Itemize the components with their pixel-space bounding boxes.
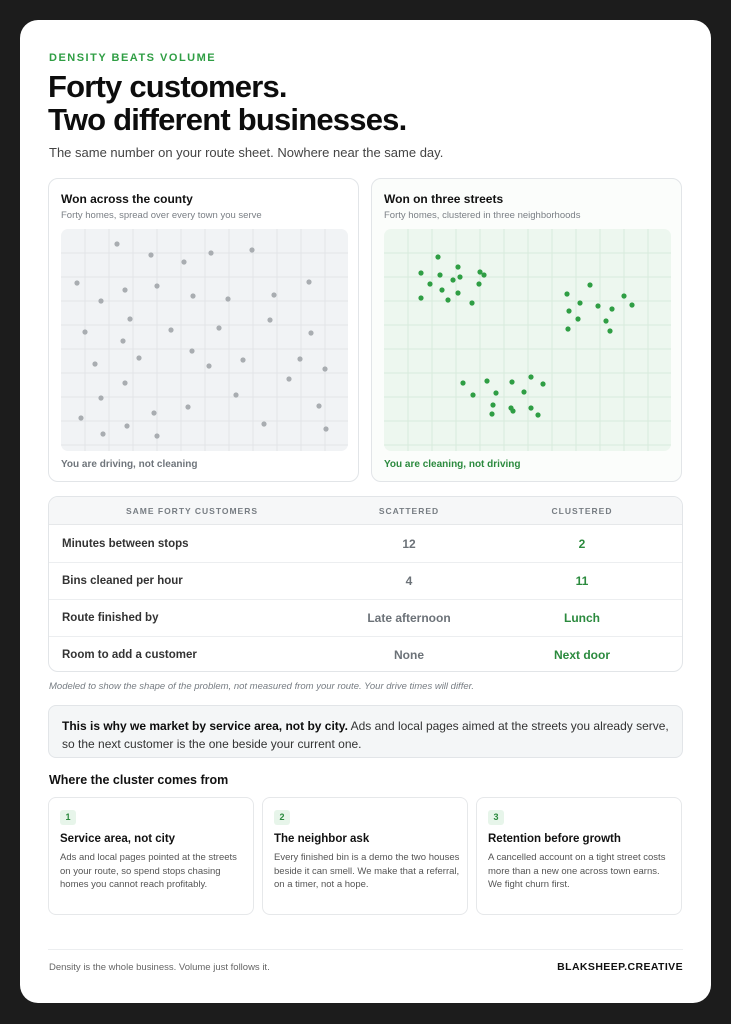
- customer-dot: [127, 316, 132, 321]
- scattered-map-graphic: [61, 229, 348, 451]
- scattered-panel: [48, 178, 359, 482]
- step-title: Service area, not city: [60, 833, 176, 845]
- header-scattered: SCATTERED: [378, 506, 440, 516]
- row-label: Route finished by: [62, 612, 159, 624]
- customer-dot: [418, 270, 423, 275]
- customer-dot: [316, 403, 321, 408]
- customer-dot: [535, 412, 540, 417]
- header-clustered: CLUSTERED: [551, 506, 613, 516]
- callout-bold: This is why we market by service area, not by city.: [62, 719, 348, 733]
- customer-dot: [124, 423, 129, 428]
- customer-dot: [445, 297, 450, 302]
- customer-dot: [607, 328, 612, 333]
- row-scattered-value: 4: [405, 574, 413, 588]
- customer-dot: [481, 272, 486, 277]
- step-number: 1: [60, 810, 76, 825]
- customer-dot: [489, 411, 494, 416]
- customer-dot: [521, 389, 526, 394]
- customer-dot: [490, 402, 495, 407]
- table-row: [49, 600, 682, 637]
- row-label: Room to add a customer: [62, 649, 197, 661]
- page-card: [20, 20, 711, 1003]
- customer-dot: [323, 426, 328, 431]
- step-body: Every finished bin is a demo the two houses beside it can smell. We make that a referral, on a timer, not a hope.: [274, 852, 460, 890]
- eyebrow: DENSITY BEATS VOLUME: [49, 52, 217, 64]
- customer-dot: [455, 290, 460, 295]
- customer-dot: [98, 298, 103, 303]
- customer-dot: [609, 306, 614, 311]
- customer-dot: [460, 380, 465, 385]
- customer-dot: [629, 302, 634, 307]
- table-header: [49, 497, 682, 525]
- clustered-panel-title: Won on three streets: [384, 192, 504, 206]
- table-row: [49, 637, 682, 672]
- brand-logo: BLAKSHEEP.CREATIVE: [557, 961, 683, 973]
- customer-dot: [418, 295, 423, 300]
- customer-dot: [114, 241, 119, 246]
- customer-dot: [148, 252, 153, 257]
- customer-dot: [565, 326, 570, 331]
- customer-dot: [206, 363, 211, 368]
- row-label: Minutes between stops: [62, 538, 189, 550]
- customer-dot: [493, 390, 498, 395]
- customer-dot: [621, 293, 626, 298]
- step-body: Ads and local pages pointed at the streets on your route, so spend stops chasing homes you cannot reach profitably.: [60, 852, 237, 890]
- clustered-panel: [371, 178, 682, 482]
- step-card-2: [262, 797, 468, 915]
- step-number: 2: [274, 810, 290, 825]
- customer-dot: [540, 381, 545, 386]
- customer-dot: [216, 325, 221, 330]
- customer-dot: [308, 330, 313, 335]
- customer-dot: [267, 317, 272, 322]
- customer-dot: [122, 380, 127, 385]
- footer-tagline: Density is the whole business. Volume just follows it.: [49, 962, 270, 973]
- header-metric: SAME FORTY CUSTOMERS: [125, 506, 259, 516]
- customer-dot: [261, 421, 266, 426]
- footer-divider: [48, 949, 683, 950]
- title-line-1: Forty customers.: [48, 69, 287, 104]
- customer-dot: [587, 282, 592, 287]
- customer-dot: [92, 361, 97, 366]
- customer-dot: [225, 296, 230, 301]
- customer-dot: [233, 392, 238, 397]
- customer-dot: [100, 431, 105, 436]
- customer-dot: [136, 355, 141, 360]
- customer-dot: [528, 374, 533, 379]
- scattered-panel-footer: You are driving, not cleaning: [61, 459, 198, 470]
- clustered-map: [384, 229, 671, 451]
- customer-dot: [528, 405, 533, 410]
- clustered-panel-footer: You are cleaning, not driving: [384, 459, 521, 470]
- customer-dot: [427, 281, 432, 286]
- row-clustered-value: Lunch: [564, 611, 600, 625]
- table-footnote: Modeled to show the shape of the problem, not measured from your route. Your drive times will differ.: [49, 681, 475, 692]
- customer-dot: [185, 404, 190, 409]
- customer-dot: [509, 379, 514, 384]
- customer-dot: [297, 356, 302, 361]
- customer-dot: [469, 300, 474, 305]
- scattered-panel-subtitle: Forty homes, spread over every town you serve: [61, 210, 262, 221]
- step-number: 3: [488, 810, 504, 825]
- row-scattered-value: Late afternoon: [367, 611, 451, 625]
- customer-dot: [168, 327, 173, 332]
- customer-dot: [249, 247, 254, 252]
- callout-text: Ads and local pages aimed at the streets you already serve, so the next customer is the one beside your current one.: [62, 719, 669, 751]
- customer-dot: [154, 433, 159, 438]
- customer-dot: [470, 392, 475, 397]
- customer-dot: [455, 264, 460, 269]
- customer-dot: [476, 281, 481, 286]
- clustered-panel-subtitle: Forty homes, clustered in three neighborhoods: [384, 210, 581, 221]
- customer-dot: [306, 279, 311, 284]
- title-line-2: Two different businesses.: [48, 102, 407, 137]
- page-title: [48, 70, 406, 136]
- callout-box: [48, 705, 683, 758]
- page-subtitle: The same number on your route sheet. Nowhere near the same day.: [49, 145, 444, 160]
- scattered-panel-title: Won across the county: [61, 192, 193, 206]
- customer-dot: [603, 318, 608, 323]
- step-title: The neighbor ask: [274, 833, 370, 845]
- customer-dot: [510, 408, 515, 413]
- customer-dot: [450, 277, 455, 282]
- step-title: Retention before growth: [488, 833, 621, 845]
- step-body: A cancelled account on a tight street costs more than a new one across town earns. We fight churn first.: [488, 852, 666, 890]
- customer-dot: [181, 259, 186, 264]
- customer-dot: [120, 338, 125, 343]
- customer-dot: [484, 378, 489, 383]
- customer-dot: [271, 292, 276, 297]
- step-card-3: [476, 797, 682, 915]
- customer-dot: [122, 287, 127, 292]
- section-heading: Where the cluster comes from: [49, 773, 229, 787]
- customer-dot: [151, 410, 156, 415]
- customer-dot: [457, 274, 462, 279]
- customer-dot: [189, 348, 194, 353]
- row-clustered-value: 2: [578, 537, 586, 551]
- customer-dot: [435, 254, 440, 259]
- customer-dot: [154, 283, 159, 288]
- row-scattered-value: None: [394, 648, 424, 662]
- customer-dot: [190, 293, 195, 298]
- customer-dot: [286, 376, 291, 381]
- scattered-map: [61, 229, 348, 451]
- customer-dot: [240, 357, 245, 362]
- table-row: [49, 563, 682, 600]
- customer-dot: [564, 291, 569, 296]
- customer-dot: [98, 395, 103, 400]
- customer-dot: [566, 308, 571, 313]
- customer-dot: [82, 329, 87, 334]
- step-card-1: [48, 797, 254, 915]
- clustered-map-graphic: [384, 229, 671, 451]
- comparison-table: [48, 496, 683, 672]
- customer-dot: [595, 303, 600, 308]
- table-row: [49, 526, 682, 563]
- row-scattered-value: 12: [402, 537, 416, 551]
- row-clustered-value: Next door: [553, 648, 610, 662]
- row-label: Bins cleaned per hour: [62, 575, 183, 587]
- customer-dot: [74, 280, 79, 285]
- customer-dot: [437, 272, 442, 277]
- customer-dot: [577, 300, 582, 305]
- customer-dot: [575, 316, 580, 321]
- customer-dot: [439, 287, 444, 292]
- customer-dot: [208, 250, 213, 255]
- customer-dot: [78, 415, 83, 420]
- customer-dot: [322, 366, 327, 371]
- row-clustered-value: 11: [575, 574, 589, 588]
